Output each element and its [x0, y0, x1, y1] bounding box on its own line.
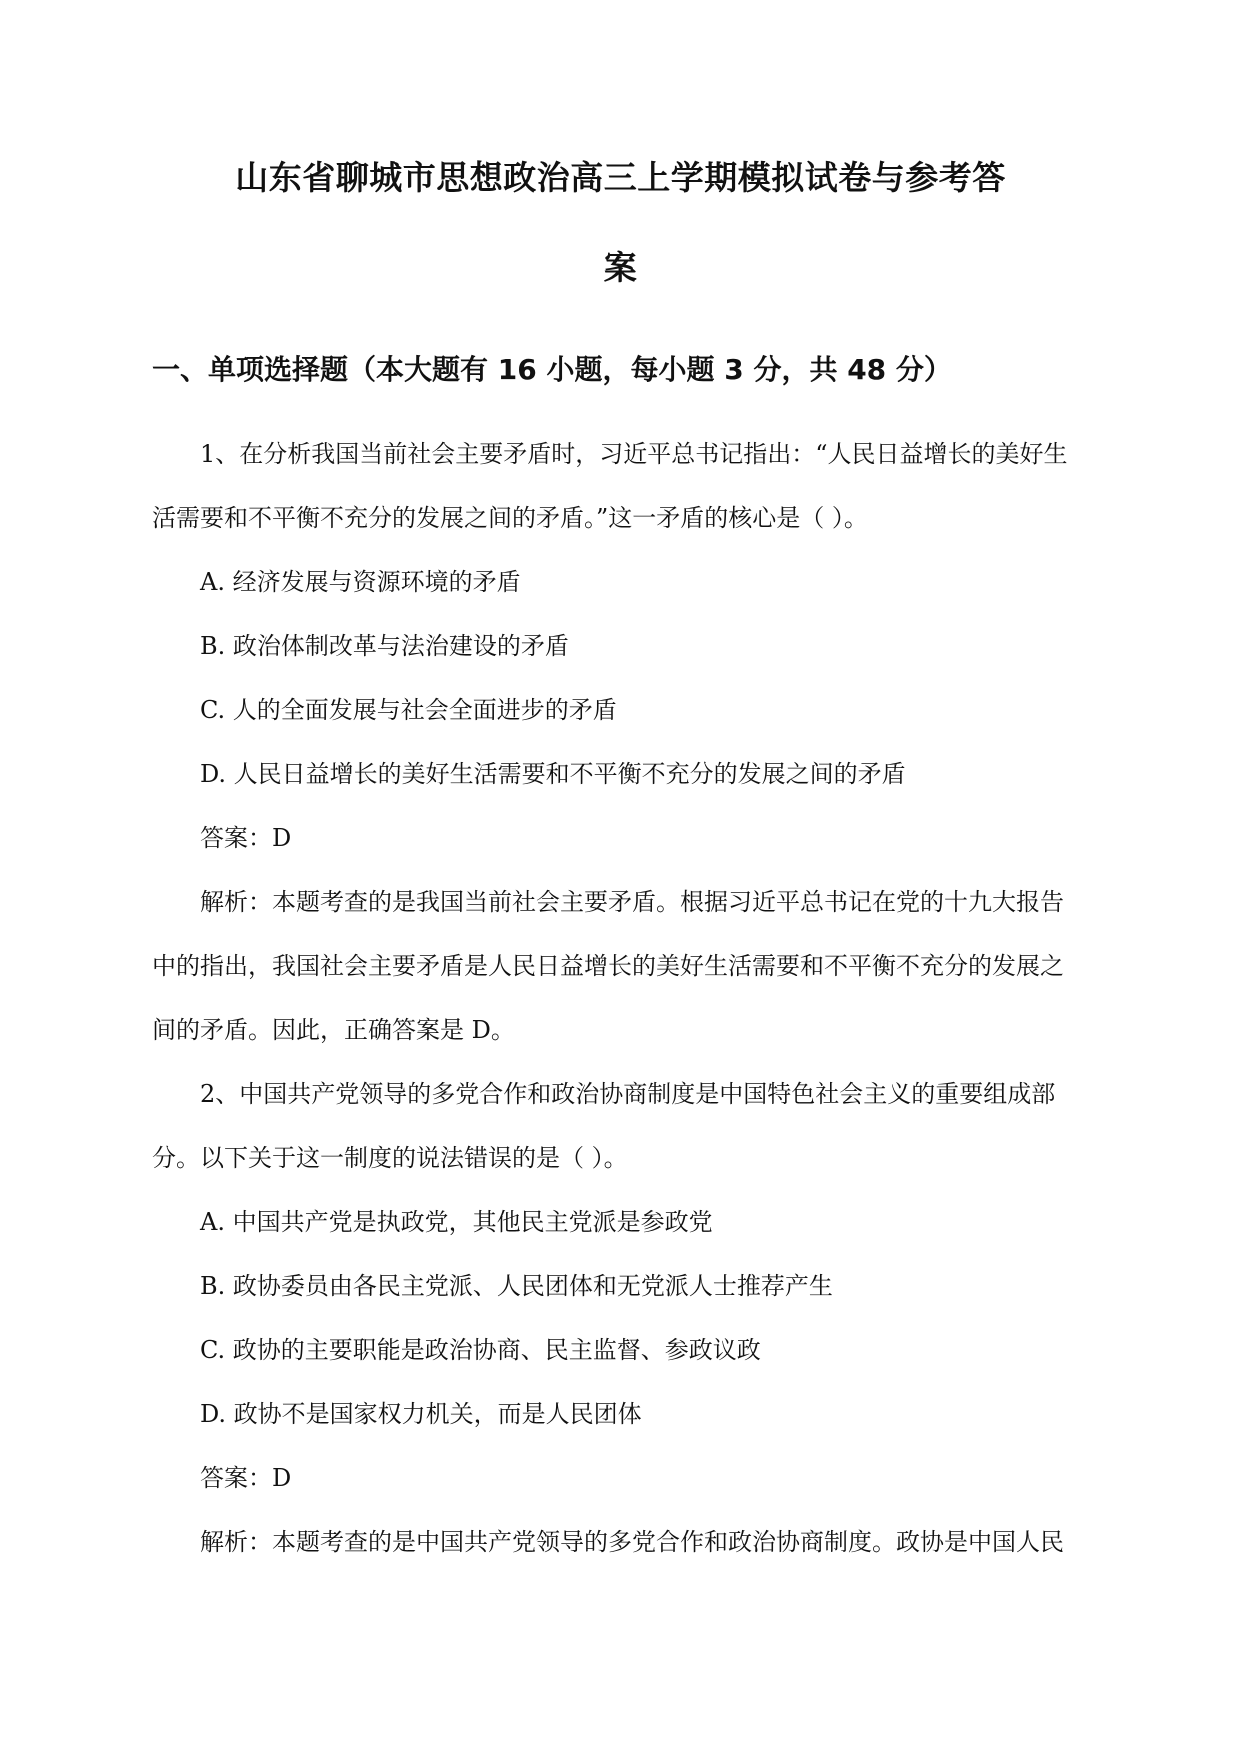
question-2-analysis: 解析：本题考查的是中国共产党领导的多党合作和政治协商制度。政协是中国人民	[200, 1528, 1064, 1556]
question-2-answer: 答案：D	[200, 1464, 292, 1492]
question-1-analysis-continued: 中的指出，我国社会主要矛盾是人民日益增长的美好生活需要和不平衡不充分的发展之	[152, 952, 1064, 980]
question-2-stem: 2、中国共产党领导的多党合作和政治协商制度是中国特色社会主义的重要组成部	[200, 1080, 1056, 1108]
question-1-option-b: B. 政治体制改革与法治建设的矛盾	[200, 632, 569, 660]
question-1-stem-continued: 活需要和不平衡不充分的发展之间的矛盾。”这一矛盾的核心是（ ）。	[152, 504, 868, 532]
document-title-continued: 案	[603, 248, 638, 287]
question-1-option-c: C. 人的全面发展与社会全面进步的矛盾	[200, 696, 617, 724]
question-1-analysis: 解析：本题考查的是我国当前社会主要矛盾。根据习近平总书记在党的十九大报告	[200, 888, 1064, 916]
question-1-option-a: A. 经济发展与资源环境的矛盾	[200, 568, 521, 596]
question-2-option-b: B. 政协委员由各民主党派、人民团体和无党派人士推荐产生	[200, 1272, 833, 1300]
question-1-option-d: D. 人民日益增长的美好生活需要和不平衡不充分的发展之间的矛盾	[200, 760, 906, 788]
question-1-analysis-end: 间的矛盾。因此，正确答案是 D。	[152, 1016, 515, 1044]
document-title: 山东省聊城市思想政治高三上学期模拟试卷与参考答	[235, 158, 1006, 197]
section-heading: 一、单项选择题（本大题有 16 小题，每小题 3 分，共 48 分）	[152, 353, 952, 386]
question-2-stem-continued: 分。以下关于这一制度的说法错误的是（ ）。	[152, 1144, 628, 1172]
question-2-option-c: C. 政协的主要职能是政治协商、民主监督、参政议政	[200, 1336, 761, 1364]
question-2-option-d: D. 政协不是国家权力机关，而是人民团体	[200, 1400, 642, 1428]
question-1-answer: 答案：D	[200, 824, 292, 852]
question-1-stem: 1、在分析我国当前社会主要矛盾时，习近平总书记指出：“人民日益增长的美好生	[200, 440, 1068, 468]
question-2-option-a: A. 中国共产党是执政党，其他民主党派是参政党	[200, 1208, 713, 1236]
